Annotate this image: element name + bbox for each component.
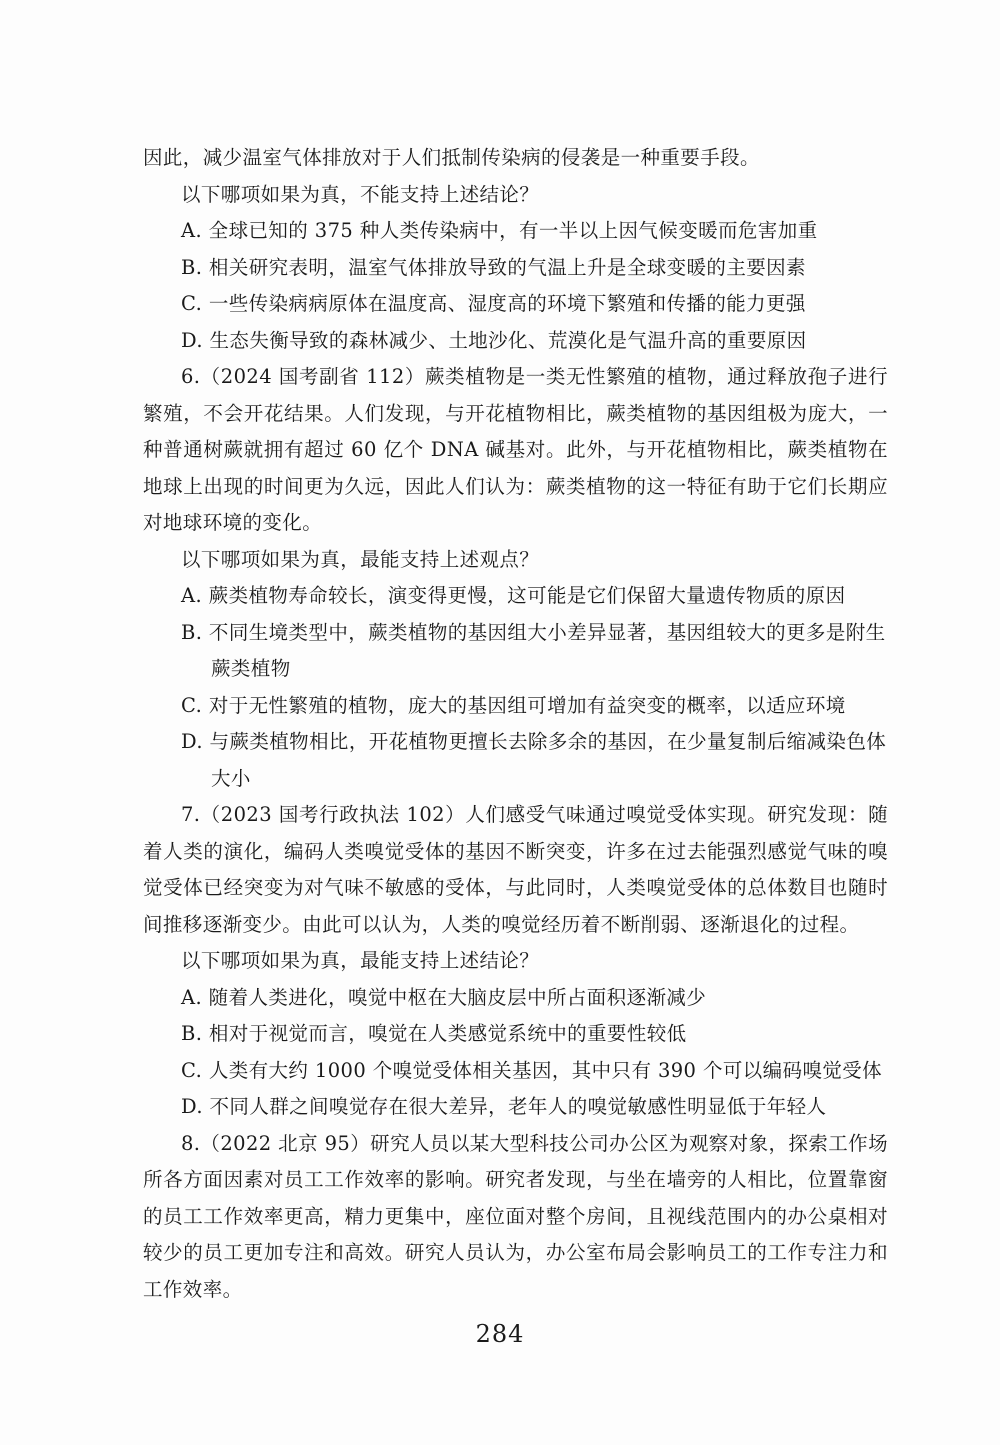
question-prompt: 以下哪项如果为真，不能支持上述结论？ (181, 182, 540, 206)
answer-option: A. 蕨类植物寿命较长，演变得更慢，这可能是它们保留大量遗传物质的原因 (181, 584, 846, 607)
answer-option: D. 生态失衡导致的森林减少、土地沙化、荒漠化是气温升高的重要原因 (181, 328, 807, 352)
answer-option: C. 一些传染病病原体在温度高、湿度高的环境下繁殖和传播的能力更强 (181, 292, 806, 315)
answer-option: B. 相对于视觉而言，嗅觉在人类感觉系统中的重要性较低 (181, 1022, 687, 1045)
page-number: 284 (475, 1320, 525, 1348)
answer-option: B. 相关研究表明，温室气体排放导致的气温上升是全球变暖的主要因素 (181, 255, 806, 279)
question-stem: 7.（2023 国考行政执法 102）人们感受气味通过嗅觉受体实现。研究发现：随着人类的演化，编码人类嗅觉受体的基因不断突变，许多在过去能强烈感觉气味的嗅觉受体已经突变为对气味不敏感的受体，与此同时，人类嗅觉受体的总体数目也随时间推移逐渐变少。由此可以认为，人类的嗅觉经历着不断削弱、逐渐退化的过程。 (143, 803, 888, 936)
answer-option: D. 不同人群之间嗅觉存在很大差异，老年人的嗅觉敏感性明显低于年轻人 (181, 1095, 827, 1118)
question-stem: 6.（2024 国考副省 112）蕨类植物是一类无性繁殖的植物，通过释放孢子进行繁殖，不会开花结果。人们发现，与开花植物相比，蕨类植物的基因组极为庞大，一种普通树蕨就拥有超过 60 亿个 DNA 碱基对。此外，与开花植物相比，蕨类植物在地球上出现的时间更为久远，因此人们认为：蕨类植物的这一特征有助于它们长期应对地球环境的变化。 (143, 365, 888, 534)
page-body (143, 140, 888, 1308)
question-prompt: 以下哪项如果为真，最能支持上述观点？ (181, 547, 540, 571)
question-stem: 8.（2022 北京 95）研究人员以某大型科技公司办公区为观察对象，探索工作场所各方面因素对员工工作效率的影响。研究者发现，与坐在墙旁的人相比，位置靠窗的员工工作效率更高，精力更集中，座位面对整个房间，且视线范围内的办公桌相对较少的员工更加专注和高效。研究人员认为，办公室布局会影响员工的工作专注力和工作效率。 (143, 1131, 888, 1301)
paragraph: 因此，减少温室气体排放对于人们抵制传染病的侵袭是一种重要手段。 (143, 146, 760, 169)
answer-option: B. 不同生境类型中，蕨类植物的基因组大小差异显著，基因组较大的更多是附生蕨类植物 (181, 620, 886, 680)
question-prompt: 以下哪项如果为真，最能支持上述结论？ (181, 949, 540, 972)
answer-option: C. 人类有大约 1000 个嗅觉受体相关基因，其中只有 390 个可以编码嗅觉受体 (181, 1058, 883, 1082)
answer-option: A. 随着人类进化，嗅觉中枢在大脑皮层中所占面积逐渐减少 (181, 985, 707, 1009)
answer-option: A. 全球已知的 375 种人类传染病中，有一半以上因气候变暖而危害加重 (181, 219, 818, 242)
answer-option: C. 对于无性繁殖的植物，庞大的基因组可增加有益突变的概率，以适应环境 (181, 693, 846, 717)
answer-option: D. 与蕨类植物相比，开花植物更擅长去除多余的基因，在少量复制后缩减染色体大小 (181, 730, 887, 790)
